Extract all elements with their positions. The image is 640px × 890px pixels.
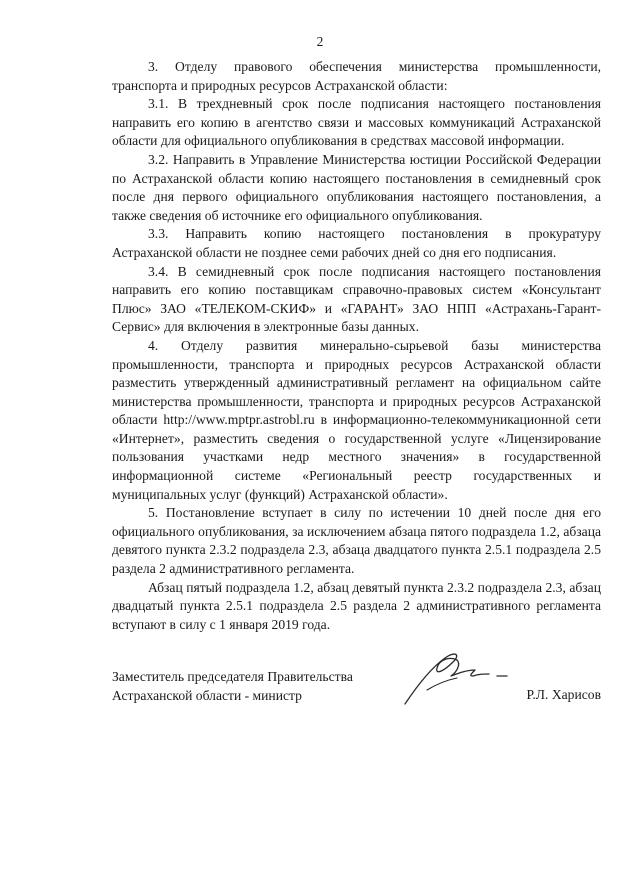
signatory-title-line-1: Заместитель председателя Правительства: [112, 669, 353, 684]
paragraph-effective-date: Абзац пятый подраздела 1.2, абзац девятый пункта 2.3.2 подраздела 2.3, абзац двадцатый пункта 2.5.1 подраздела 2.5 раздела 2 административного регламента вступают в силу с 1 января 2019 года.: [112, 579, 601, 632]
signature-block: [112, 668, 601, 728]
signatory-name: Р.Л. Харисов: [526, 687, 601, 702]
paragraph-3: 3. Отделу правового обеспечения министерства промышленности, транспорта и природных ресурсов Астраханской области:: [112, 59, 601, 93]
paragraph-3-3: 3.3. Направить копию настоящего постановления в прокуратуру Астраханской области не позднее семи рабочих дней со дня его подписания.: [112, 226, 601, 260]
page-number: 2: [316, 34, 324, 49]
paragraph-3-1: 3.1. В трехдневный срок после подписания настоящего постановления направить его копию в агентство связи и массовых коммуникаций Астраханской области для официального опубликования в средствах массовой информации.: [112, 96, 601, 149]
document-body: [112, 58, 601, 634]
paragraph-5: 5. Постановление вступает в силу по истечении 10 дней после дня его официального опубликования, за исключением абзаца пятого подраздела 1.2, абзаца девятого пункта 2.3.2 подраздела 2.3, абзаца двадцатого пункта 2.5.1 подраздела 2.5 раздела 2 административного регламента.: [112, 505, 601, 577]
signatory-title-line-2: Астраханской области - министр: [112, 687, 302, 703]
handwritten-signature: [397, 646, 517, 710]
paragraph-4: 4. Отделу развития минерально-сырьевой базы министерства промышленности, транспорта и природных ресурсов Астраханской области разместить утвержденный административный регламент на официальном сайте министерства промышленности, транспорта и природных ресурсов Астраханской области http://www.mptpr.astrobl.ru в информационно-телекоммуникационной сети «Интернет», разместить сведения о государственной услуге «Лицензирование пользования участками недр местного значения» в государственной информационной системе «Региональный реестр государственных и муниципальных услуг (функций) Астраханской области».: [112, 337, 601, 502]
paragraph-3-2: 3.2. Направить в Управление Министерства юстиции Российской Федерации по Астраханской области копию настоящего постановления в семидневный срок после дня первого официального опубликования настоящего постановления, а также сведения об источнике его официального опубликования.: [112, 151, 601, 223]
signatory-title: [112, 668, 353, 705]
paragraph-3-4: 3.4. В семидневный срок после подписания настоящего постановления направить его копию поставщикам справочно-правовых систем «Консультант Плюс» ЗАО «ТЕЛЕКОМ-СКИФ» и «ГАРАНТ» ЗАО НПП «Астрахань-Гарант-Сервис» для включения в электронные базы данных.: [112, 263, 601, 335]
